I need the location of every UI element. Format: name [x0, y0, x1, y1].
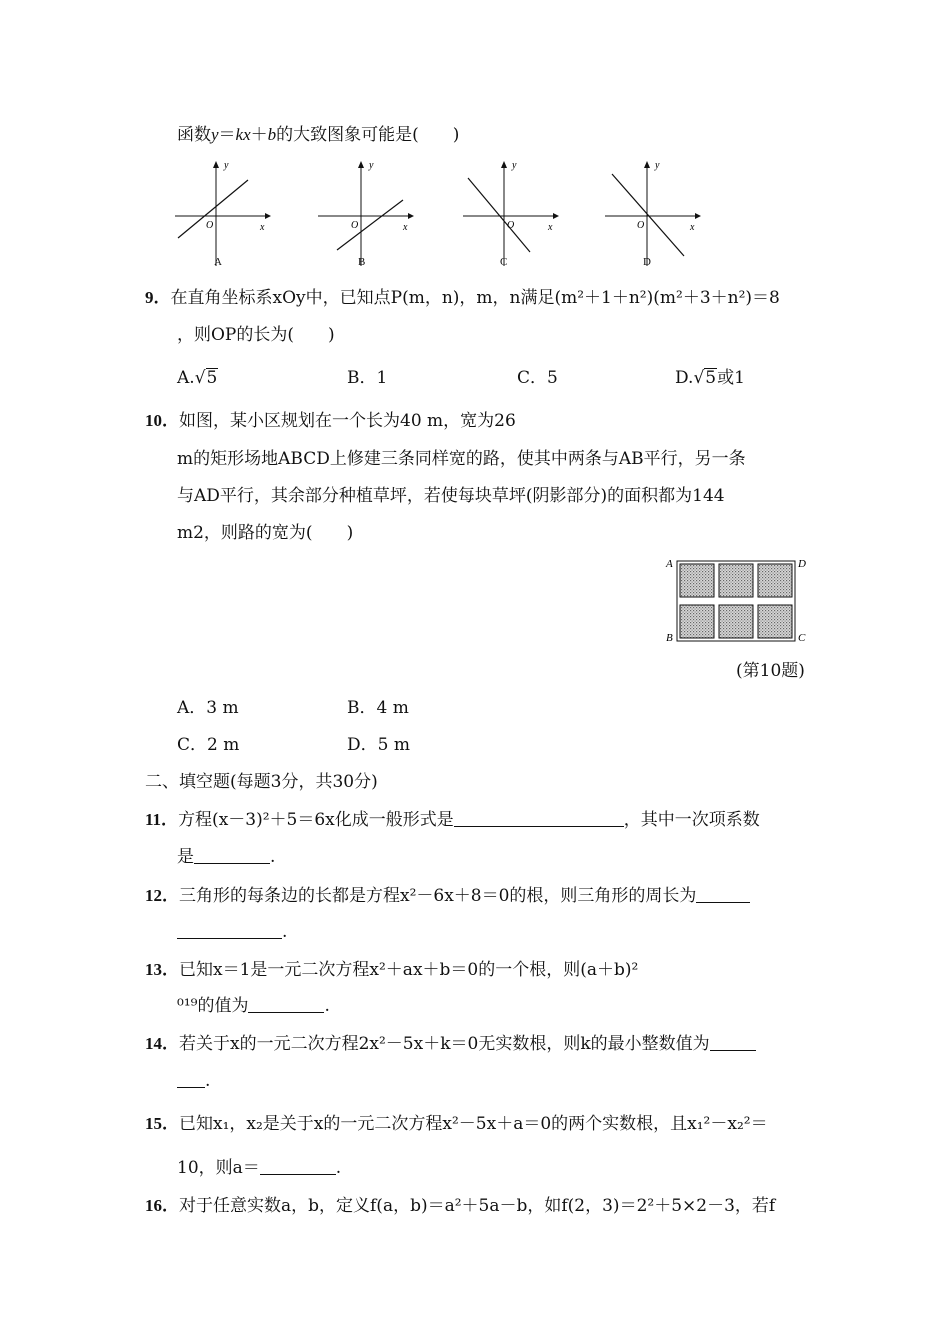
- q11-line1: 11．方程(x－3)²＋5＝6x化成一般形式是 ，其中一次项系数: [145, 810, 760, 830]
- q11-line2: 是 .: [177, 847, 276, 867]
- q9-line2: ，则OP的长为( ): [177, 325, 335, 345]
- axis-y-label: y: [655, 160, 660, 171]
- q10-line1: 10．如图，某小区规划在一个长为40 m，宽为26: [145, 411, 516, 431]
- q12-line2: .: [177, 921, 287, 943]
- q14-line1: 14．若关于x的一元二次方程2x²－5x＋k＝0无实数根，则k的最小整数值为: [145, 1033, 756, 1055]
- q10-line2: m的矩形场地ABCD上修建三条同样宽的路，使其中两条与AB平行，另一条: [177, 449, 746, 469]
- q14-line2: .: [177, 1070, 210, 1092]
- q10-line4: m2，则路的宽为( ): [177, 523, 354, 543]
- q8-stem: 函数y＝kx＋b的大致图象可能是( ): [177, 125, 460, 145]
- answer-blank[interactable]: [177, 923, 282, 939]
- answer-blank[interactable]: [248, 997, 324, 1013]
- section-2-heading: 二、填空题(每题3分，共30分): [145, 772, 378, 792]
- origin-label: O: [206, 220, 214, 231]
- axis-y-label: y: [369, 160, 374, 171]
- q16-line1: 16．对于任意实数a，b，定义f(a，b)＝a²＋5a－b，如f(2，3)＝2²＋5×2－3，若f: [145, 1196, 776, 1216]
- q13-line1: 13．已知x＝1是一元二次方程x²＋ax＋b＝0的一个根，则(a＋b)²: [145, 960, 639, 980]
- q10-line3: 与AD平行，其余部分种植草坪，若使每块草坪(阴影部分)的面积都为144: [177, 486, 725, 506]
- q9-option-c: C．5: [517, 368, 558, 388]
- q9-line1: 9．在直角坐标系xOy中，已知点P(m，n)，m，n满足(m²＋1＋n²)(m²＋3＋n²)＝8: [145, 288, 780, 308]
- q9-option-a: A.√5: [177, 368, 218, 388]
- axis-x-label: x: [403, 222, 408, 233]
- q9-option-b: B．1: [347, 368, 388, 388]
- q13-line2: ⁰¹⁹的值为 .: [177, 996, 330, 1016]
- figure-label-a: A: [666, 558, 673, 570]
- q9-option-d: D.√5或1: [675, 368, 745, 388]
- axis-x-label: x: [690, 222, 695, 233]
- answer-blank[interactable]: [194, 848, 270, 864]
- axis-y-label: y: [512, 160, 517, 171]
- graph-a: [170, 156, 280, 271]
- answer-blank[interactable]: [454, 811, 624, 827]
- origin-label: O: [351, 220, 359, 231]
- q12-line1: 12．三角形的每条边的长都是方程x²－6x＋8＝0的根，则三角形的周长为: [145, 885, 750, 907]
- figure-label-c: C: [798, 632, 806, 644]
- q10-option-a: A．3 m: [177, 698, 239, 718]
- graph-c: [458, 156, 568, 271]
- q10-option-d: D．5 m: [347, 735, 410, 755]
- origin-label: O: [507, 220, 515, 231]
- answer-blank[interactable]: [177, 1072, 205, 1088]
- graph-d: [600, 156, 710, 271]
- graph-a-label: A: [214, 256, 222, 268]
- answer-blank[interactable]: [696, 887, 750, 903]
- q15-line1: 15．已知x₁，x₂是关于x的一元二次方程x²－5x＋a＝0的两个实数根，且x₁²－x₂²＝: [145, 1114, 768, 1134]
- figure-label-d: D: [798, 558, 806, 570]
- axis-x-label: x: [260, 222, 265, 233]
- figure-label-b: B: [666, 632, 673, 644]
- graph-b-label: B: [358, 256, 366, 268]
- q10-option-b: B．4 m: [347, 698, 409, 718]
- q10-option-c: C．2 m: [177, 735, 240, 755]
- q15-line2: 10，则a＝ .: [177, 1158, 342, 1178]
- answer-blank[interactable]: [260, 1159, 336, 1175]
- answer-blank[interactable]: [710, 1035, 756, 1051]
- q10-caption: (第10题): [736, 661, 805, 681]
- axis-y-label: y: [224, 160, 229, 171]
- origin-label: O: [637, 220, 645, 231]
- graph-b: [313, 156, 423, 271]
- graph-c-label: C: [500, 256, 508, 268]
- axis-x-label: x: [548, 222, 553, 233]
- q10-figure: [663, 553, 813, 649]
- graph-d-label: D: [643, 256, 651, 268]
